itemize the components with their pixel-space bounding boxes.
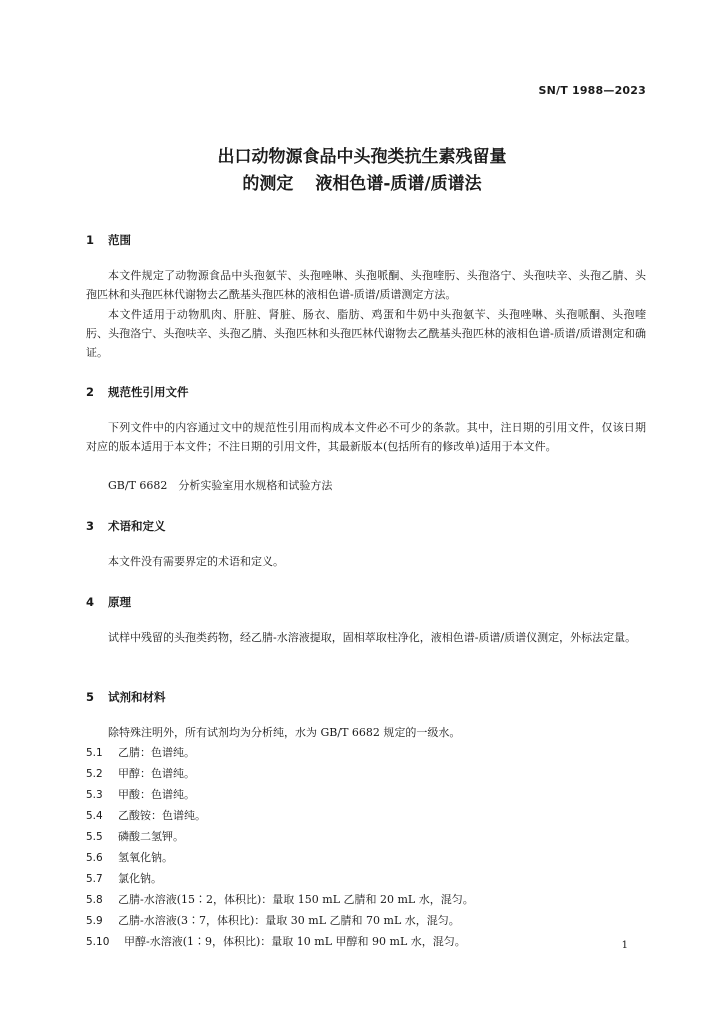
item-text: 乙腈：色谱纯。	[118, 746, 195, 759]
item-number: 5.2	[86, 768, 103, 780]
page-number: 1	[621, 940, 628, 951]
document-title-line1: 出口动物源食品中头孢类抗生素残留量	[217, 147, 507, 167]
list-item	[86, 848, 173, 868]
document-title-line2	[0, 172, 724, 196]
item-number: 5.1	[86, 747, 103, 759]
paragraph: 本文件规定了动物源食品中头孢氨苄、头孢唑啉、头孢哌酮、头孢喹肟、头孢洛宁、头孢呋辛、头孢乙腈、头孢匹林和头孢匹林代谢物去乙酰基头孢匹林的液相色谱-质谱/质谱测定方法。	[86, 269, 646, 301]
title-part-a: 的测定	[242, 174, 294, 194]
paragraph: 除特殊注明外，所有试剂均为分析纯，水为 GB/T 6682 规定的一级水。	[108, 726, 461, 739]
item-number: 5.4	[86, 810, 103, 822]
section-heading-scope	[86, 232, 131, 248]
list-item	[86, 827, 184, 847]
section-title: 试剂和材料	[108, 690, 166, 704]
list-item	[86, 932, 466, 952]
paragraph: 本文件适用于动物肌肉、肝脏、肾脏、肠衣、脂肪、鸡蛋和牛奶中头孢氨苄、头孢唑啉、头孢哌酮、头孢喹肟、头孢洛宁、头孢呋辛、头孢乙腈、头孢匹林和头孢匹林代谢物去乙酰基头孢匹林的液相色谱-质谱/质谱测定和确证。	[86, 308, 646, 359]
item-text: 甲酸：色谱纯。	[118, 788, 195, 801]
list-item	[86, 743, 195, 763]
list-item	[86, 806, 206, 826]
section-heading-normative-references	[86, 384, 189, 400]
section-heading-reagents	[86, 689, 166, 705]
section-number: 1	[86, 233, 95, 247]
section-number: 3	[86, 519, 95, 533]
list-item	[86, 890, 474, 910]
paragraph: 本文件没有需要界定的术语和定义。	[108, 555, 284, 568]
item-number: 5.8	[86, 894, 103, 906]
item-number: 5.10	[86, 936, 110, 948]
section-number: 5	[86, 690, 95, 704]
item-number: 5.9	[86, 915, 103, 927]
section-title: 范围	[108, 233, 131, 247]
item-text: 乙酸铵：色谱纯。	[118, 809, 206, 822]
item-text: 甲醇：色谱纯。	[118, 767, 195, 780]
list-item	[86, 911, 460, 931]
section-heading-principle	[86, 594, 131, 610]
item-text: 氢氧化钠。	[118, 851, 173, 864]
list-item	[86, 764, 195, 784]
item-text: 甲醇-水溶液(1∶9，体积比)：量取 10 mL 甲醇和 90 mL 水，混匀。	[124, 935, 466, 948]
section-title: 原理	[108, 595, 131, 609]
reference-entry: GB/T 6682 分析实验室用水规格和试验方法	[108, 479, 333, 492]
item-number: 5.7	[86, 873, 103, 885]
section-number: 2	[86, 385, 95, 399]
item-number: 5.6	[86, 852, 103, 864]
item-number: 5.3	[86, 789, 103, 801]
item-text: 乙腈-水溶液(3∶7，体积比)：量取 30 mL 乙腈和 70 mL 水，混匀。	[118, 914, 460, 927]
item-text: 氯化钠。	[118, 872, 162, 885]
item-number: 5.5	[86, 831, 103, 843]
title-part-b: 液相色谱-质谱/质谱法	[315, 174, 482, 194]
item-text: 乙腈-水溶液(15∶2，体积比)：量取 150 mL 乙腈和 20 mL 水，混匀。	[118, 893, 474, 906]
list-item	[86, 785, 195, 805]
standard-code: SN/T 1988—2023	[538, 84, 646, 97]
list-item	[86, 869, 162, 889]
section-title: 规范性引用文件	[108, 385, 189, 399]
paragraph: 试样中残留的头孢类药物，经乙腈-水溶液提取，固相萃取柱净化，液相色谱-质谱/质谱仪测定，外标法定量。	[108, 631, 637, 644]
section-title: 术语和定义	[108, 519, 166, 533]
item-text: 磷酸二氢钾。	[118, 830, 184, 843]
paragraph: 下列文件中的内容通过文中的规范性引用而构成本文件必不可少的条款。其中，注日期的引用文件，仅该日期对应的版本适用于本文件；不注日期的引用文件，其最新版本(包括所有的修改单)适用于本文件。	[86, 421, 646, 453]
section-heading-terms	[86, 518, 166, 534]
section-number: 4	[86, 595, 95, 609]
